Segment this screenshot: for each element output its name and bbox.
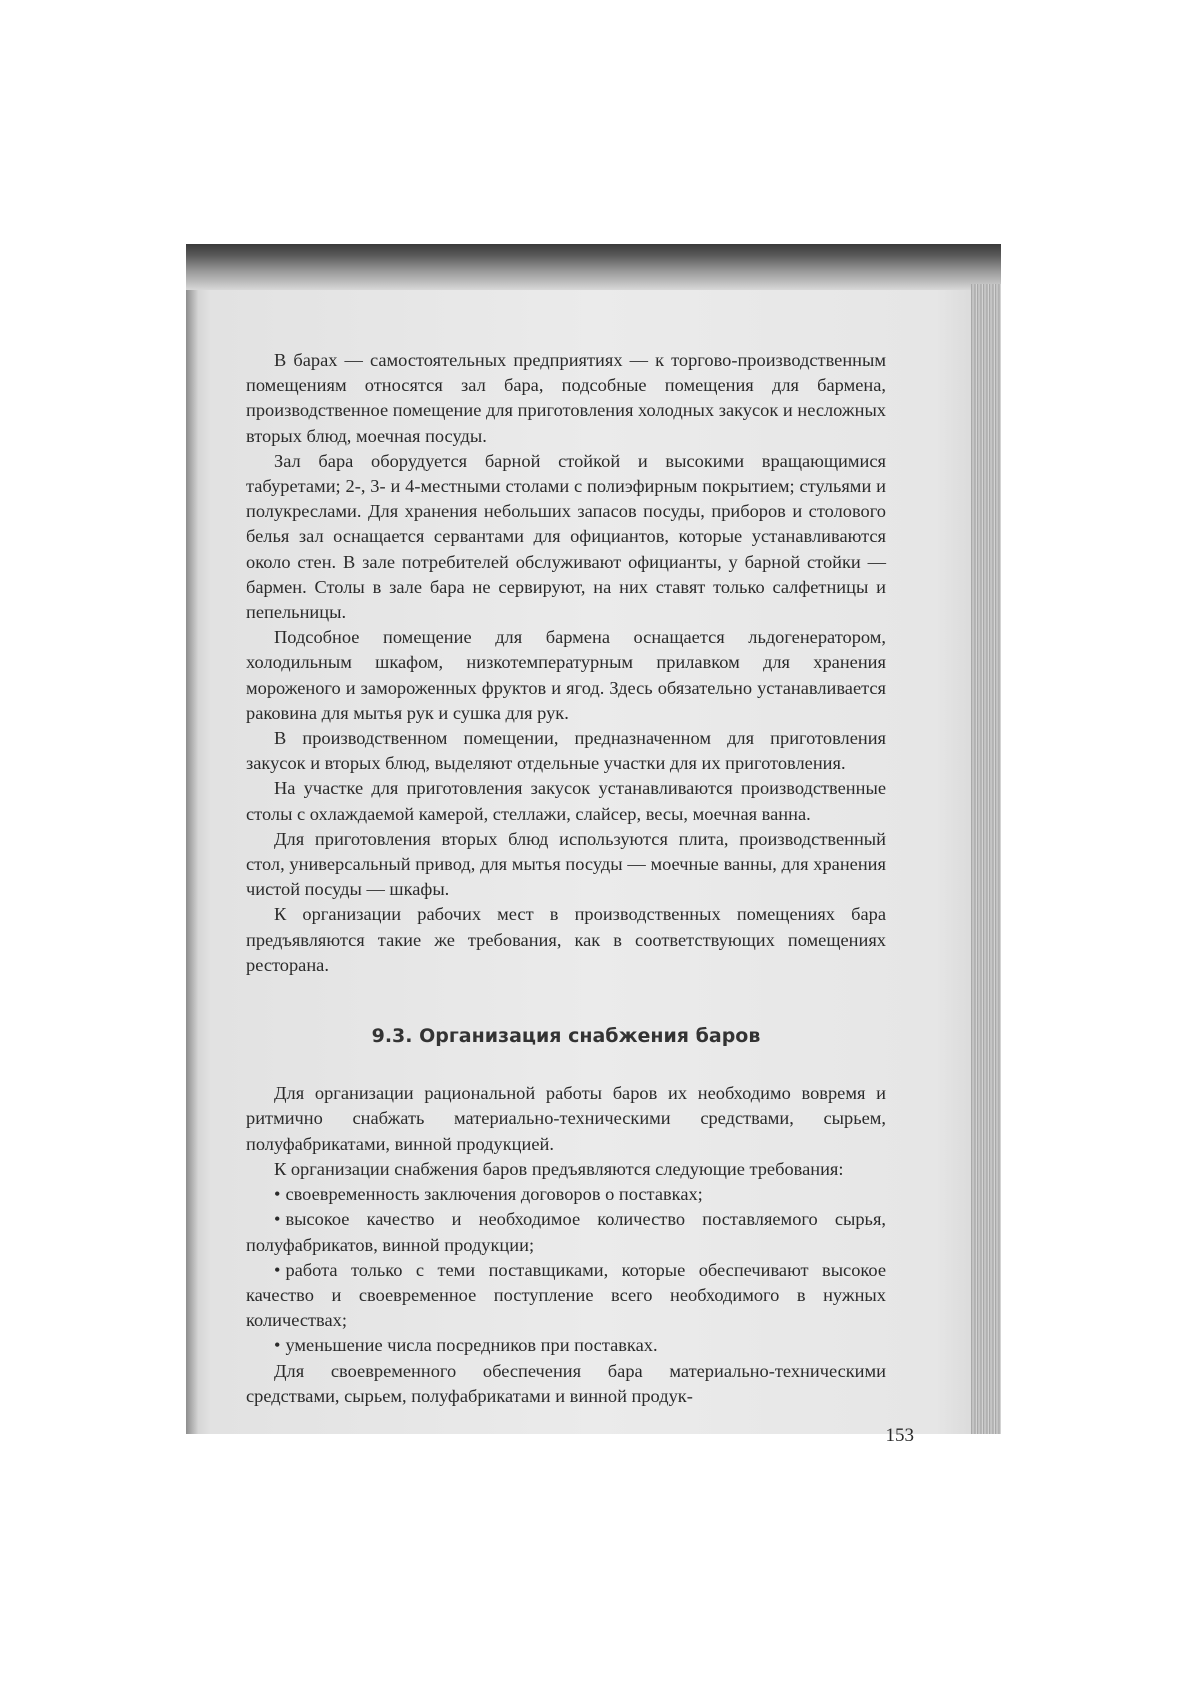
bullet: •: [274, 1259, 281, 1280]
paragraph-1: В барах — самостоятельных предприятиях — к торгово-производственным помещениям относятся зал бара, подсобные помещения для бармена, производственное помещение для приготовления холодных закусок и несложных вторых блюд, моечная посуды.: [246, 350, 886, 446]
paragraph-3: Подсобное помещение для бармена оснащается льдогенератором, холодильным шкафом, низкотемпературным прилавком для хранения мороженого и замороженных фруктов и ягод. Здесь обязательно устанавливается раковина для мытья рук и сушка для рук.: [246, 627, 886, 723]
intro-paragraph: Для организации рациональной работы баров их необходимо вовремя и ритмично снабжать материально-техническими средствами, сырьем, полуфабрикатами, винной продукцией.: [246, 1083, 886, 1154]
page-stack-edges: [971, 284, 1001, 1434]
paragraph-4: В производственном помещении, предназначенном для приготовления закусок и вторых блюд, выделяют отдельные участки для их приготовления.: [246, 728, 886, 774]
paragraph-7: К организации рабочих мест в производственных помещениях бара предъявляются такие же требования, как в соответствующих помещениях ресторана.: [246, 904, 886, 975]
list-item: • уменьшение числа посредников при поставках.: [274, 1335, 658, 1356]
list-item: • своевременность заключения договоров о поставках;: [274, 1184, 703, 1205]
list-item: • работа только с теми поставщиками, которые обеспечивают высокое качество и своевременное поступление всего необходимого в нужных количествах;: [246, 1259, 886, 1331]
requirements-list: [246, 1182, 886, 1358]
paragraph-6: Для приготовления вторых блюд используются плита, производственный стол, универсальный привод, для мытья посуды — моечные ванны, для хранения чистой посуды — шкафы.: [246, 828, 886, 900]
paragraph-5: На участке для приготовления закусок устанавливаются производственные столы с охлаждаемой камерой, стеллажи, слайсер, весы, моечная ванна.: [246, 778, 886, 824]
paragraph-2: Зал бара оборудуется барной стойкой и высокими вращающимися табуретами; 2-, 3- и 4-местными столами с полиэфирным покрытием; стульями и полукреслами. Для хранения небольших запасов посуды, приборов и столового белья зал оснащается сервантами для официантов, которые устанавливаются около стен. В зале потребителей обслуживают официанты, у барной стойки — бармен. Столы в зале бара не сервируют, на них ставят только салфетницы и пепельницы.: [246, 450, 886, 623]
page-number: 153: [885, 1425, 914, 1446]
section-heading: 9.3. Организация снабжения баров: [371, 1025, 761, 1048]
bullet: •: [274, 1209, 281, 1230]
page-body: [246, 348, 886, 1409]
closing-paragraph: Для своевременного обеспечения бара материально-техническими средствами, сырьем, полуфабрикатами и винной продук-: [246, 1360, 886, 1406]
binding-shadow: [186, 244, 198, 1434]
list-item: • высокое качество и необходимое количество поставляемого сырья, полуфабрикатов, винной продукции;: [246, 1209, 886, 1255]
top-edge-shadow: [186, 244, 1001, 290]
requirements-lead: К организации снабжения баров предъявляются следующие требования:: [274, 1158, 844, 1179]
bullet: •: [274, 1335, 281, 1356]
bullet: •: [274, 1184, 281, 1205]
scanned-page: [186, 244, 1001, 1446]
